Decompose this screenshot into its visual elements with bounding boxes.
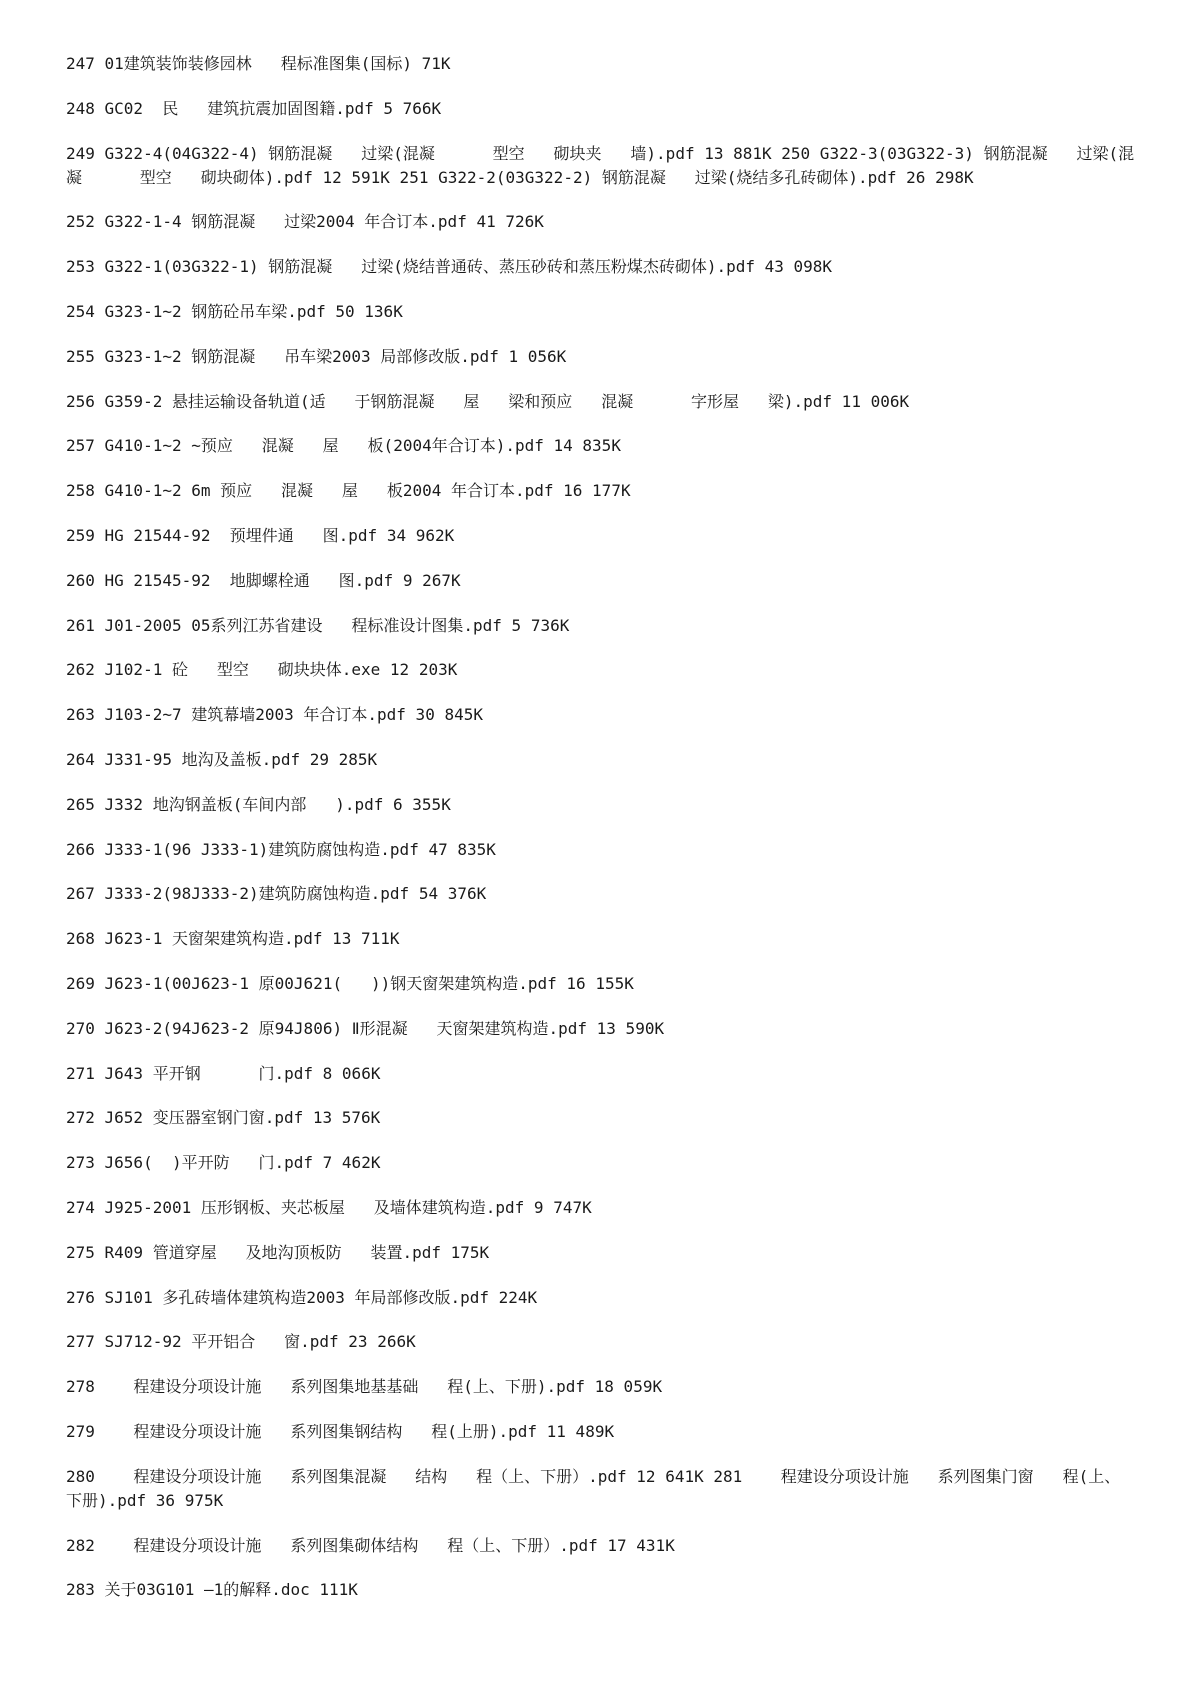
list-item: 261 J01-2005 05系列江苏省建设 程标准设计图集.pdf 5 736K — [66, 615, 570, 635]
list-item: 258 G410-1~2 6m 预应 混凝 屋 板2004 年合订本.pdf 16 177K — [66, 481, 631, 501]
list-item: 259 HG 21544-92 预埋件通 图.pdf 34 962K — [66, 525, 455, 545]
list-item: 270 J623-2(94J623-2 原94J806) Ⅱ形混凝 天窗架建筑构造.pdf 13 590K — [66, 1018, 665, 1038]
list-item: 278 程建设分项设计施 系列图集地基基础 程(上、下册).pdf 18 059K — [66, 1377, 663, 1397]
list-item: 268 J623-1 天窗架建筑构造.pdf 13 711K — [66, 929, 400, 949]
list-item: 277 SJ712-92 平开铝合 窗.pdf 23 266K — [66, 1332, 416, 1352]
list-item: 248 GC02 民 建筑抗震加固图籍.pdf 5 766K — [66, 98, 442, 118]
list-item: 257 G410-1~2 ~预应 混凝 屋 板(2004年合订本).pdf 14 835K — [66, 436, 621, 456]
list-item: 252 G322-1-4 钢筋混凝 过梁2004 年合订本.pdf 41 726K — [66, 212, 544, 232]
list-item: 254 G323-1~2 钢筋砼吊车梁.pdf 50 136K — [66, 301, 403, 321]
list-item: 275 R409 管道穿屋 及地沟顶板防 装置.pdf 175K — [66, 1242, 490, 1262]
list-item: 283 关于03G101 —1的解释.doc 111K — [66, 1580, 358, 1600]
list-item: 247 01建筑装饰装修园林 程标准图集(国标) 71K — [66, 54, 451, 73]
list-item: 266 J333-1(96 J333-1)建筑防腐蚀构造.pdf 47 835K — [66, 839, 496, 859]
list-item: 274 J925-2001 压形钢板、夹芯板屋 及墙体建筑构造.pdf 9 747K — [66, 1197, 592, 1217]
list-item: 276 SJ101 多孔砖墙体建筑构造2003 年局部修改版.pdf 224K — [66, 1287, 538, 1307]
list-item: 263 J103-2~7 建筑幕墙2003 年合订本.pdf 30 845K — [66, 705, 483, 725]
list-item: 269 J623-1(00J623-1 原00J621( ))钢天窗架建筑构造.pdf 16 155K — [66, 973, 634, 993]
list-item: 256 G359-2 悬挂运输设备轨道(适 于钢筋混凝 屋 梁和预应 混凝 字形屋 梁).pdf 11 006K — [66, 391, 910, 411]
list-item: 267 J333-2(98J333-2)建筑防腐蚀构造.pdf 54 376K — [66, 884, 487, 904]
file-listing — [66, 52, 1136, 1623]
list-item: 249 G322-4(04G322-4) 钢筋混凝 过梁(混凝 型空 砌块夹 墙).pdf 13 881K 250 G322-3(03G322-3) 钢筋混凝 过梁(混凝 型空 砌块砌体).pdf 12 591K 251 G322-2(03G322-2) 钢筋混凝 过梁(烧结多孔砖砌体).pdf 26 298K — [66, 143, 1135, 187]
list-item: 262 J102-1 砼 型空 砌块块体.exe 12 203K — [66, 660, 458, 680]
list-item: 272 J652 变压器室钢门窗.pdf 13 576K — [66, 1108, 381, 1128]
list-item: 260 HG 21545-92 地脚螺栓通 图.pdf 9 267K — [66, 570, 461, 590]
list-item: 265 J332 地沟钢盖板(车间内部 ).pdf 6 355K — [66, 794, 451, 814]
list-item: 280 程建设分项设计施 系列图集混凝 结构 程（上、下册）.pdf 12 641K 281 程建设分项设计施 系列图集门窗 程(上、下册).pdf 36 975K — [66, 1466, 1121, 1510]
list-item: 255 G323-1~2 钢筋混凝 吊车梁2003 局部修改版.pdf 1 056K — [66, 346, 567, 366]
list-item: 253 G322-1(03G322-1) 钢筋混凝 过梁(烧结普通砖、蒸压砂砖和蒸压粉煤杰砖砌体).pdf 43 098K — [66, 257, 833, 277]
list-item: 264 J331-95 地沟及盖板.pdf 29 285K — [66, 749, 378, 769]
list-item: 271 J643 平开钢 门.pdf 8 066K — [66, 1063, 381, 1083]
list-item: 273 J656( )平开防 门.pdf 7 462K — [66, 1153, 381, 1173]
list-item: 282 程建设分项设计施 系列图集砌体结构 程（上、下册）.pdf 17 431K — [66, 1535, 675, 1555]
list-item: 279 程建设分项设计施 系列图集钢结构 程(上册).pdf 11 489K — [66, 1421, 615, 1441]
